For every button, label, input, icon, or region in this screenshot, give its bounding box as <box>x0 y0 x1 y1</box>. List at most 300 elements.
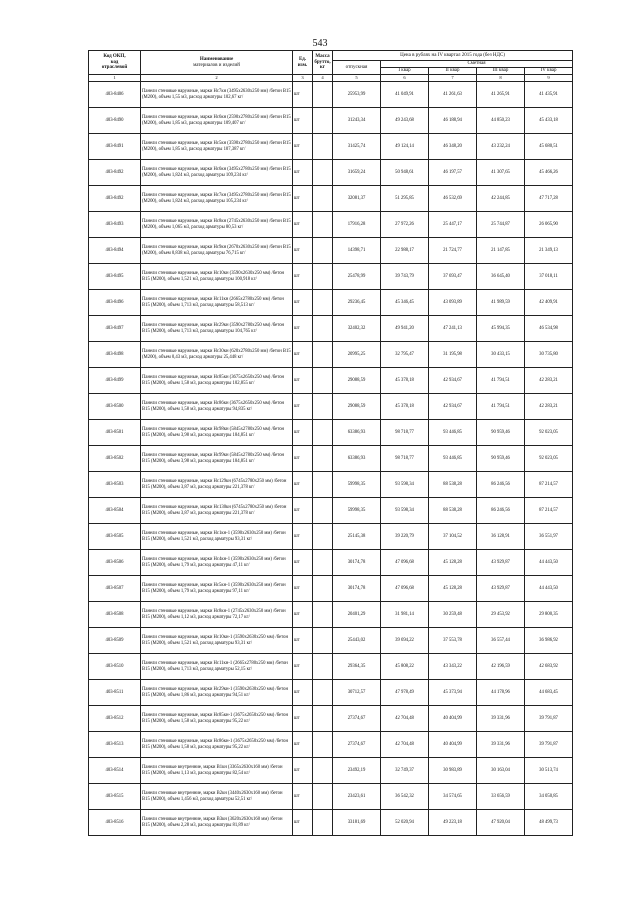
table-row <box>89 706 573 732</box>
item-mass <box>313 498 333 524</box>
item-price-q1: 98 718,77 <box>381 446 429 472</box>
item-code: 403-8496 <box>89 290 141 316</box>
item-release-price: 32081,37 <box>333 186 381 212</box>
item-mass <box>313 290 333 316</box>
item-name: Панели стеновые наружные, марки Нс130кн (6745х2780х250 мм) /бетон В15 (М200), объем 3,87 м3, расход арматуры 221,378 кг/ <box>141 498 293 524</box>
item-unit: шт <box>293 420 313 446</box>
header-q2: II квар <box>429 68 477 75</box>
item-code: 403-8493 <box>89 212 141 238</box>
item-mass <box>313 706 333 732</box>
item-price-q4: 48 499,73 <box>525 810 573 836</box>
item-name: Панели стеновые наружные, марки Нс29кн (3590х2780х250 мм) /бетон В15 (М200), объем 1,713 м3, расход арматуры 104,765 кг/ <box>141 316 293 342</box>
item-price-q4: 39 791,87 <box>525 706 573 732</box>
item-unit: шт <box>293 316 313 342</box>
item-unit: шт <box>293 212 313 238</box>
item-price-q2: 43 343,22 <box>429 654 477 680</box>
item-price-q1: 45 378,18 <box>381 368 429 394</box>
header-q4: IV квар <box>525 68 573 75</box>
item-mass <box>313 628 333 654</box>
item-price-q1: 39 743,79 <box>381 264 429 290</box>
item-price-q4: 87 214,57 <box>525 472 573 498</box>
item-price-q3: 41 265,91 <box>477 82 525 108</box>
item-unit: шт <box>293 810 313 836</box>
item-mass <box>313 264 333 290</box>
item-price-q4: 42 683,92 <box>525 654 573 680</box>
item-name: Панели стеновые наружные, марки Нс10кн-1 (3590х2630х250 мм) /бетон В15 (М200), объем 1,521 м3, расход арматуры 93,31 кг/ <box>141 628 293 654</box>
item-price-q4: 46 534,98 <box>525 316 573 342</box>
item-price-q1: 41 049,91 <box>381 82 429 108</box>
item-unit: шт <box>293 498 313 524</box>
table-row <box>89 732 573 758</box>
item-price-q4: 39 791,87 <box>525 732 573 758</box>
item-price-q4: 45 680,51 <box>525 134 573 160</box>
item-price-q4: 37 018,11 <box>525 264 573 290</box>
header-unit: Ед. изм. <box>293 51 313 75</box>
item-code: 403-8510 <box>89 654 141 680</box>
item-price-q2: 37 104,52 <box>429 524 477 550</box>
item-price-q4: 30 735,80 <box>525 342 573 368</box>
item-price-q1: 42 704,48 <box>381 732 429 758</box>
table-row <box>89 550 573 576</box>
column-number: 2 <box>141 75 293 82</box>
item-price-q1: 45 378,18 <box>381 394 429 420</box>
item-release-price: 63386,93 <box>333 420 381 446</box>
item-code: 403-8506 <box>89 550 141 576</box>
table-row <box>89 394 573 420</box>
item-price-q3: 41 989,59 <box>477 290 525 316</box>
item-price-q2: 25 447,17 <box>429 212 477 238</box>
table-row <box>89 264 573 290</box>
item-mass <box>313 446 333 472</box>
item-price-q1: 27 972,26 <box>381 212 429 238</box>
item-unit: шт <box>293 108 313 134</box>
item-name: Панели стеновые внутренние, марки В2кн (3440х2630х160 мм) /бетон В15 (М200), объем 1,456 м3, расход арматуры 52,51 кг/ <box>141 784 293 810</box>
item-release-price: 25953,99 <box>333 82 381 108</box>
item-price-q4: 36 986,92 <box>525 628 573 654</box>
item-price-q3: 43 929,87 <box>477 576 525 602</box>
item-name: Панели стеновые внутренние, марки В3кн (3620х2630х160 мм) /бетон В15 (М200), объем 2,28 м3, расход арматуры 81,89 кг/ <box>141 810 293 836</box>
item-unit: шт <box>293 160 313 186</box>
column-number: 9 <box>525 75 573 82</box>
item-name: Панели стеновые наружные, марки Нс4кн-1 (3590х2630х250 мм) /бетон В15 (М200), объем 1,79 м3, расход арматуры 47,11 кг/ <box>141 550 293 576</box>
item-price-q3: 25 744,87 <box>477 212 525 238</box>
item-price-q2: 47 241,13 <box>429 316 477 342</box>
item-unit: шт <box>293 290 313 316</box>
item-price-q1: 39 220,79 <box>381 524 429 550</box>
item-price-q4: 87 214,57 <box>525 498 573 524</box>
column-number: 5 <box>333 75 381 82</box>
item-mass <box>313 810 333 836</box>
item-release-price: 20995,25 <box>333 342 381 368</box>
item-name: Панели стеновые наружные, марки Нс86кн-1 (3675х2650х250 мм) /бетон В15 (М200), объем 1,58 м3, расход арматуры 95,22 кг/ <box>141 732 293 758</box>
item-mass <box>313 342 333 368</box>
item-price-q4: 44 683,45 <box>525 680 573 706</box>
item-price-q3: 47 920,04 <box>477 810 525 836</box>
item-unit: шт <box>293 628 313 654</box>
item-name: Панели стеновые наружные, марки Нс8кн (2745х2630х250 мм) /бетон В15 (М200), объем 1,065 м3, расход арматуры 80,53 кг/ <box>141 212 293 238</box>
item-release-price: 25478,99 <box>333 264 381 290</box>
table-body <box>89 82 573 836</box>
item-release-price: 63386,93 <box>333 446 381 472</box>
item-price-q3: 36 645,40 <box>477 264 525 290</box>
item-unit: шт <box>293 550 313 576</box>
item-name: Панели стеновые наружные, марки Нс5кн-1 (3590х2630х250 мм) /бетон В15 (М200), объем 1,79 м3, расход арматуры 97,11 кг/ <box>141 576 293 602</box>
item-price-q1: 32 795,47 <box>381 342 429 368</box>
item-price-q1: 98 718,77 <box>381 420 429 446</box>
item-release-price: 30712,57 <box>333 680 381 706</box>
item-price-q2: 31 195,98 <box>429 342 477 368</box>
item-mass <box>313 550 333 576</box>
item-price-q4: 44 443,50 <box>525 576 573 602</box>
table-row <box>89 368 573 394</box>
item-unit: шт <box>293 82 313 108</box>
item-price-q1: 49 124,14 <box>381 134 429 160</box>
item-price-q4: 42 283,21 <box>525 394 573 420</box>
item-unit: шт <box>293 264 313 290</box>
item-unit: шт <box>293 576 313 602</box>
item-mass <box>313 784 333 810</box>
column-number: 4 <box>313 75 333 82</box>
item-price-q4: 44 443,50 <box>525 550 573 576</box>
table-row <box>89 602 573 628</box>
item-price-q1: 22 988,17 <box>381 238 429 264</box>
item-release-price: 29088,59 <box>333 394 381 420</box>
item-name: Панели стеновые наружные, марки Нс86кн (3675х2650х250 мм) /бетон В15 (М200), объем 1,58 м3, расход арматуры 94,835 кг/ <box>141 394 293 420</box>
item-mass <box>313 602 333 628</box>
item-price-q2: 21 724,77 <box>429 238 477 264</box>
item-code: 403-8501 <box>89 420 141 446</box>
table-row <box>89 82 573 108</box>
item-mass <box>313 472 333 498</box>
item-name: Панели стеновые наружные, марки Нс98кн (5845х2780х250 мм) /бетон В15 (М200), объем 3,98 м3, расход арматуры 184,851 кг/ <box>141 420 293 446</box>
item-release-price: 14398,71 <box>333 238 381 264</box>
item-name: Панели стеновые наружные, марки Нс9кн (2670х2630х250 мм) /бетон В15 (М200), объем 0,838 м3, расход арматуры 76,715 кг/ <box>141 238 293 264</box>
item-mass <box>313 82 333 108</box>
item-code: 403-8498 <box>89 342 141 368</box>
table-row <box>89 654 573 680</box>
table-row <box>89 784 573 810</box>
item-unit: шт <box>293 784 313 810</box>
item-code: 403-8516 <box>89 810 141 836</box>
item-name: Панели стеновые внутренние, марки В1кн (3365х2630х160 мм) /бетон В15 (М200), объем 1,13 м3, расход арматуры 82,54 кг/ <box>141 758 293 784</box>
item-price-q4: 36 551,97 <box>525 524 573 550</box>
item-price-q3: 41 794,51 <box>477 368 525 394</box>
item-mass <box>313 186 333 212</box>
table-row <box>89 212 573 238</box>
item-price-q2: 40 404,99 <box>429 732 477 758</box>
item-price-q3: 42 196,59 <box>477 654 525 680</box>
item-price-q3: 90 959,46 <box>477 446 525 472</box>
item-name: Панели стеновые наружные, марки Нс85кн (3675х2650х250 мм) /бетон В15 (М200), объем 1,58 м3, расход арматуры 102,855 кг/ <box>141 368 293 394</box>
header-code: Код ОКП, код отраслевой <box>89 51 141 75</box>
item-price-q1: 32 749,37 <box>381 758 429 784</box>
item-code: 403-8508 <box>89 602 141 628</box>
item-mass <box>313 732 333 758</box>
item-release-price: 31243,34 <box>333 108 381 134</box>
item-unit: шт <box>293 654 313 680</box>
item-price-q3: 36 557,44 <box>477 628 525 654</box>
item-release-price: 59998,35 <box>333 472 381 498</box>
column-number: 1 <box>89 75 141 82</box>
item-unit: шт <box>293 602 313 628</box>
item-release-price: 29364,35 <box>333 654 381 680</box>
item-unit: шт <box>293 706 313 732</box>
table-row <box>89 186 573 212</box>
item-price-q3: 86 246,56 <box>477 498 525 524</box>
item-price-q3: 21 147,85 <box>477 238 525 264</box>
item-price-q2: 46 532,69 <box>429 186 477 212</box>
column-number: 8 <box>477 75 525 82</box>
table-row <box>89 498 573 524</box>
page-number: 543 <box>312 38 328 49</box>
item-unit: шт <box>293 342 313 368</box>
item-price-q1: 93 598,34 <box>381 498 429 524</box>
item-name: Панели стеновые наружные, марки Нс99кн (5845х2780х250 мм) /бетон В15 (М200), объем 3,98 м3, расход арматуры 184,851 кг/ <box>141 446 293 472</box>
item-price-q2: 46 348,20 <box>429 134 477 160</box>
item-price-q2: 42 934,67 <box>429 394 477 420</box>
item-price-q2: 93 446,85 <box>429 446 477 472</box>
item-name: Панели стеновые наружные, марки Нс7кн (3495х2780х250 мм) /бетон В15 (М200), объем 1,824 м3, расход арматуры 105,234 кг/ <box>141 186 293 212</box>
item-unit: шт <box>293 134 313 160</box>
item-mass <box>313 758 333 784</box>
item-price-q3: 41 794,51 <box>477 394 525 420</box>
item-price-q2: 42 934,67 <box>429 368 477 394</box>
item-price-q1: 49 243,68 <box>381 108 429 134</box>
item-price-q3: 42 244,85 <box>477 186 525 212</box>
item-mass <box>313 316 333 342</box>
item-code: 403-8494 <box>89 238 141 264</box>
item-price-q3: 29 453,92 <box>477 602 525 628</box>
item-price-q2: 30 259,48 <box>429 602 477 628</box>
item-price-q2: 46 188,94 <box>429 108 477 134</box>
item-price-q4: 21 349,13 <box>525 238 573 264</box>
item-unit: шт <box>293 732 313 758</box>
table-row <box>89 238 573 264</box>
item-price-q3: 86 246,56 <box>477 472 525 498</box>
item-price-q2: 45 373,94 <box>429 680 477 706</box>
item-price-q1: 51 295,85 <box>381 186 429 212</box>
item-price-q1: 47 096,68 <box>381 576 429 602</box>
table-row <box>89 680 573 706</box>
item-release-price: 17916,28 <box>333 212 381 238</box>
item-price-q3: 41 307,65 <box>477 160 525 186</box>
table-row <box>89 810 573 836</box>
item-unit: шт <box>293 680 313 706</box>
header-price-title: Цена в рублях на IV квартал 2015 года (без НДС) <box>333 51 573 61</box>
item-price-q2: 40 404,99 <box>429 706 477 732</box>
item-price-q4: 92 023,05 <box>525 420 573 446</box>
item-code: 403-8504 <box>89 498 141 524</box>
item-code: 403-8490 <box>89 108 141 134</box>
item-price-q4: 92 023,05 <box>525 446 573 472</box>
table-row <box>89 420 573 446</box>
table-row <box>89 472 573 498</box>
table-row <box>89 316 573 342</box>
item-price-q1: 45 808,22 <box>381 654 429 680</box>
item-price-q4: 45 433,18 <box>525 108 573 134</box>
item-price-q3: 44 850,23 <box>477 108 525 134</box>
table-row <box>89 524 573 550</box>
item-release-price: 31659,24 <box>333 160 381 186</box>
item-price-q4: 26 065,90 <box>525 212 573 238</box>
item-name: Панели стеновые наружные, марки Нс6кн (2590х2780х250 мм) /бетон В15 (М200), объем 1,85 м3, расход арматуры 109,407 кг/ <box>141 108 293 134</box>
column-number: 6 <box>381 75 429 82</box>
item-mass <box>313 680 333 706</box>
item-release-price: 59998,35 <box>333 498 381 524</box>
item-release-price: 29236,45 <box>333 290 381 316</box>
item-mass <box>313 368 333 394</box>
item-name: Панели стеновые наружные, марки Нс5кн (3590х2780х250 мм) /бетон В15 (М200), объем 1,85 м3, расход арматуры 107,387 кг/ <box>141 134 293 160</box>
item-price-q1: 47 096,68 <box>381 550 429 576</box>
item-code: 403-8497 <box>89 316 141 342</box>
item-mass <box>313 238 333 264</box>
item-mass <box>313 420 333 446</box>
item-name: Панели стеновые наружные, марки Нс30кн (620х2780х250 мм) /бетон В15 (М200), объем 0,43 м3, расход арматуры 25,448 кг/ <box>141 342 293 368</box>
item-unit: шт <box>293 368 313 394</box>
item-unit: шт <box>293 472 313 498</box>
table-row <box>89 108 573 134</box>
item-unit: шт <box>293 186 313 212</box>
table-row <box>89 290 573 316</box>
table-row <box>89 342 573 368</box>
item-name: Панели стеновые наружные, марки Нс129кн (6745х2780х250 мм) /бетон В15 (М200), объем 3,87 м3, расход арматуры 221,378 кг/ <box>141 472 293 498</box>
item-release-price: 27374,67 <box>333 732 381 758</box>
table-row <box>89 160 573 186</box>
item-release-price: 33181,69 <box>333 810 381 836</box>
table-row <box>89 576 573 602</box>
item-price-q2: 37 693,47 <box>429 264 477 290</box>
item-price-q1: 49 941,20 <box>381 316 429 342</box>
item-price-q4: 30 513,74 <box>525 758 573 784</box>
item-mass <box>313 394 333 420</box>
item-price-q1: 52 020,94 <box>381 810 429 836</box>
item-price-q1: 42 704,48 <box>381 706 429 732</box>
column-number: 7 <box>429 75 477 82</box>
item-price-q3: 43 929,87 <box>477 550 525 576</box>
item-name: Панели стеновые наружные, марки Нс85кн-1 (3675х2650х250 мм) /бетон В15 (М200), объем 1,58 м3, расход арматуры 95,22 кг/ <box>141 706 293 732</box>
item-release-price: 25145,38 <box>333 524 381 550</box>
item-name: Панели стеновые наружные, марки Нс7кн (3495х2630х250 мм) /бетон В15 (М200), объем 1,55 м3, расход арматуры 102,67 кг/ <box>141 82 293 108</box>
column-number: 3 <box>293 75 313 82</box>
header-estimate: Сметная <box>381 61 573 68</box>
item-code: 403-8502 <box>89 446 141 472</box>
table-row <box>89 446 573 472</box>
item-price-q3: 33 656,59 <box>477 784 525 810</box>
item-price-q2: 46 197,57 <box>429 160 477 186</box>
header-mass: Масса брутто, кг <box>313 51 333 75</box>
item-price-q1: 31 981,14 <box>381 602 429 628</box>
item-price-q4: 34 050,85 <box>525 784 573 810</box>
item-price-q2: 34 574,65 <box>429 784 477 810</box>
item-price-q3: 39 331,96 <box>477 732 525 758</box>
item-release-price: 27374,67 <box>333 706 381 732</box>
item-price-q2: 41 261,63 <box>429 82 477 108</box>
item-price-q3: 39 331,96 <box>477 706 525 732</box>
item-unit: шт <box>293 446 313 472</box>
item-code: 403-8505 <box>89 524 141 550</box>
item-code: 403-8499 <box>89 368 141 394</box>
item-code: 403-8515 <box>89 784 141 810</box>
item-price-q1: 36 542,32 <box>381 784 429 810</box>
item-name: Панели стеновые наружные, марки Нс11кн-1 (2665х2780х250 мм) /бетон В15 (М200), объем 1,713 м3, расход арматуры 52,15 кг/ <box>141 654 293 680</box>
item-price-q1: 39 694,22 <box>381 628 429 654</box>
item-price-q3: 36 128,91 <box>477 524 525 550</box>
item-price-q3: 44 178,96 <box>477 680 525 706</box>
item-release-price: 25443,02 <box>333 628 381 654</box>
item-price-q1: 47 978,49 <box>381 680 429 706</box>
item-price-q3: 30 163,04 <box>477 758 525 784</box>
table-row <box>89 758 573 784</box>
item-price-q4: 42 409,91 <box>525 290 573 316</box>
item-mass <box>313 160 333 186</box>
item-mass <box>313 576 333 602</box>
item-price-q4: 45 466,26 <box>525 160 573 186</box>
item-name: Панели стеновые наружные, марки Нс8кн-1 (2745х2630х250 мм) /бетон В15 (М200), объем 1,12 м3, расход арматуры 72,17 кг/ <box>141 602 293 628</box>
header-name: Наименование материалов и изделий <box>141 51 293 75</box>
item-unit: шт <box>293 394 313 420</box>
header-q3: III квар <box>477 68 525 75</box>
item-mass <box>313 212 333 238</box>
item-unit: шт <box>293 524 313 550</box>
item-price-q2: 37 553,78 <box>429 628 477 654</box>
item-name: Панели стеновые наружные, марки Нс1кн-1 (3590х2630х250 мм) /бетон В15 (М200), объем 1,521 м3, расход арматуры 93,31 кг/ <box>141 524 293 550</box>
item-price-q4: 41 435,91 <box>525 82 573 108</box>
item-mass <box>313 134 333 160</box>
item-release-price: 29088,59 <box>333 368 381 394</box>
item-price-q3: 43 232,24 <box>477 134 525 160</box>
item-code: 403-8406 <box>89 82 141 108</box>
item-price-q4: 47 717,28 <box>525 186 573 212</box>
header-q1: I квар <box>381 68 429 75</box>
item-code: 403-8509 <box>89 628 141 654</box>
item-release-price: 30174,78 <box>333 550 381 576</box>
item-mass <box>313 654 333 680</box>
item-price-q3: 90 959,46 <box>477 420 525 446</box>
table-row <box>89 134 573 160</box>
item-price-q2: 88 538,28 <box>429 498 477 524</box>
column-number-row <box>89 75 573 82</box>
table-row <box>89 628 573 654</box>
item-code: 403-8511 <box>89 680 141 706</box>
item-price-q3: 45 994,35 <box>477 316 525 342</box>
price-table <box>88 50 573 836</box>
item-price-q2: 45 128,28 <box>429 550 477 576</box>
item-code: 403-8495 <box>89 264 141 290</box>
item-code: 403-8503 <box>89 472 141 498</box>
item-release-price: 20401,29 <box>333 602 381 628</box>
item-unit: шт <box>293 238 313 264</box>
item-unit: шт <box>293 758 313 784</box>
item-release-price: 32402,32 <box>333 316 381 342</box>
item-code: 403-8507 <box>89 576 141 602</box>
item-release-price: 23492,19 <box>333 758 381 784</box>
item-code: 403-8500 <box>89 394 141 420</box>
item-price-q2: 49 223,18 <box>429 810 477 836</box>
item-price-q2: 30 983,89 <box>429 758 477 784</box>
item-price-q2: 88 538,28 <box>429 472 477 498</box>
item-release-price: 30174,78 <box>333 576 381 602</box>
item-price-q2: 45 128,28 <box>429 576 477 602</box>
item-name: Панели стеновые наружные, марки Нс6кн (3495х2780х250 мм) /бетон В15 (М200), объем 1,824 м3, расход арматуры 109,234 кг/ <box>141 160 293 186</box>
item-release-price: 23423,61 <box>333 784 381 810</box>
item-code: 403-8491 <box>89 134 141 160</box>
item-name: Панели стеновые наружные, марки Нс11кн (2665х2780х250 мм) /бетон В15 (М200), объем 1,713 м3, расход арматуры 58,513 кг/ <box>141 290 293 316</box>
item-price-q2: 93 446,85 <box>429 420 477 446</box>
item-name: Панели стеновые наружные, марки Нс29кн-1 (3590х2630х250 мм) /бетон В15 (М200), объем 1,86 м3, расход арматуры 94,51 кг/ <box>141 680 293 706</box>
item-price-q1: 45 346,45 <box>381 290 429 316</box>
item-mass <box>313 108 333 134</box>
item-name: Панели стеновые наружные, марки Нс10кн (3590х2630х250 мм) /бетон В15 (М200), объем 1,521 м3, расход арматуры 100,918 кг/ <box>141 264 293 290</box>
